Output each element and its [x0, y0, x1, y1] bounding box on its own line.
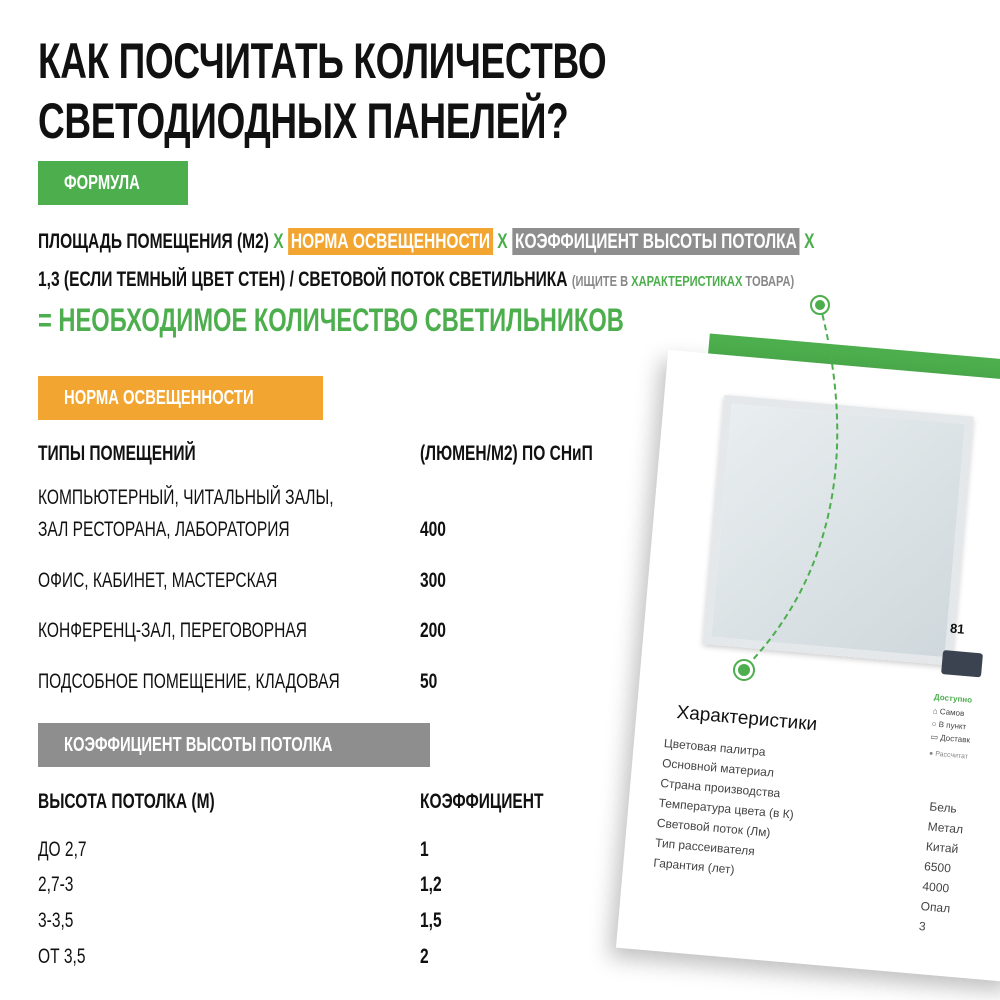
norm-highlight: НОРМА ОСВЕЩЕННОСТИ — [288, 228, 493, 255]
coef-row-value: 1 — [420, 838, 429, 861]
formula-result: = НЕОБХОДИМОЕ КОЛИЧЕСТВО СВЕТИЛЬНИКОВ — [38, 302, 624, 338]
price: 81 — [949, 620, 966, 637]
delivery: ▭ Доставк — [930, 732, 971, 745]
norm-row-value: 400 — [420, 518, 446, 541]
norm-row-name: ПОДСОБНОЕ ПОМЕЩЕНИЕ, КЛАДОВАЯ — [38, 670, 340, 693]
coef-col1: ВЫСОТА ПОТОЛКА (М) — [38, 790, 215, 813]
spec-value: Китай — [925, 839, 959, 857]
formula-line2: 1,3 (ЕСЛИ ТЕМНЫЙ ЦВЕТ СТЕН) / СВЕТОВОЙ ПОТОК СВЕТИЛЬНИКА (ИЩИТЕ В ХАРАКТЕРИСТИКАХ ТОВАРА) — [38, 268, 795, 291]
coef-row-name: ДО 2,7 — [38, 838, 87, 861]
norm-col1: ТИПЫ ПОМЕЩЕНИЙ — [38, 442, 196, 465]
pickup-point: ○ В пункт — [931, 719, 967, 732]
coef-row-value: 1,5 — [420, 909, 442, 932]
spec-value: Метал — [927, 819, 964, 837]
norm-row-value: 300 — [420, 569, 446, 592]
spec-key: Цветовая палитра — [663, 736, 767, 759]
norm-row-name: ОФИС, КАБИНЕТ, МАСТЕРСКАЯ — [38, 569, 278, 592]
page-title: КАК ПОСЧИТАТЬ КОЛИЧЕСТВО — [38, 33, 607, 89]
spec-key: Гарантия (лет) — [652, 855, 736, 877]
spec-key: Температура цвета (в К) — [658, 795, 795, 822]
norm-row-value: 50 — [420, 670, 438, 693]
norm-row-name: КОНФЕРЕНЦ-ЗАЛ, ПЕРЕГОВОРНАЯ — [38, 619, 307, 642]
spec-key: Тип рассеивателя — [654, 835, 756, 859]
spec-value: 3 — [918, 918, 927, 934]
coef-col2: КОЭФФИЦИЕНТ — [420, 790, 544, 813]
norm-row-name: ЗАЛ РЕСТОРАНА, ЛАБОРАТОРИЯ — [38, 518, 290, 541]
spec-key: Световой поток (Лм) — [656, 815, 771, 840]
coef-label: КОЭФФИЦИЕНТ ВЫСОТЫ ПОТОЛКА — [38, 723, 430, 767]
formula-line1: ПЛОЩАДЬ ПОМЕЩЕНИЯ (М2) Х НОРМА ОСВЕЩЕННОСТИ Х КОЭФФИЦИЕНТ ВЫСОТЫ ПОТОЛКА Х — [38, 230, 815, 253]
coef-row-name: ОТ 3,5 — [38, 945, 86, 968]
spec-value: 4000 — [921, 879, 950, 896]
norm-row-value: 200 — [420, 619, 446, 642]
spec-key: Основной материал — [661, 755, 775, 780]
page-title-line2: СВЕТОДИОДНЫХ ПАНЕЛЕЙ? — [38, 93, 569, 149]
calc-link[interactable]: ● Рассчитат — [928, 750, 969, 761]
coef-row-value: 1,2 — [420, 873, 442, 896]
spec-value: 6500 — [923, 859, 952, 876]
coef-row-name: 3-3,5 — [38, 909, 74, 932]
formula-label: ФОРМУЛА — [38, 161, 188, 205]
norm-row-name: КОМПЬЮТЕРНЫЙ, ЧИТАЛЬНЫЙ ЗАЛЫ, — [38, 486, 334, 509]
coef-row-value: 2 — [420, 945, 429, 968]
specs-heading: Характеристики — [675, 702, 818, 736]
coef-highlight: КОЭФФИЦИЕНТ ВЫСОТЫ ПОТОЛКА — [512, 228, 800, 255]
norm-col2: (ЛЮМЕН/М2) ПО СНиП — [420, 442, 593, 465]
availability: Доступно — [933, 692, 973, 705]
norm-label: НОРМА ОСВЕЩЕННОСТИ — [38, 376, 323, 420]
spec-value: Бель — [928, 799, 958, 816]
pickup: ⌂ Самов — [932, 706, 965, 719]
spec-value: Опал — [920, 899, 951, 916]
coef-row-name: 2,7-3 — [38, 873, 74, 896]
spec-key: Страна производства — [659, 775, 781, 801]
